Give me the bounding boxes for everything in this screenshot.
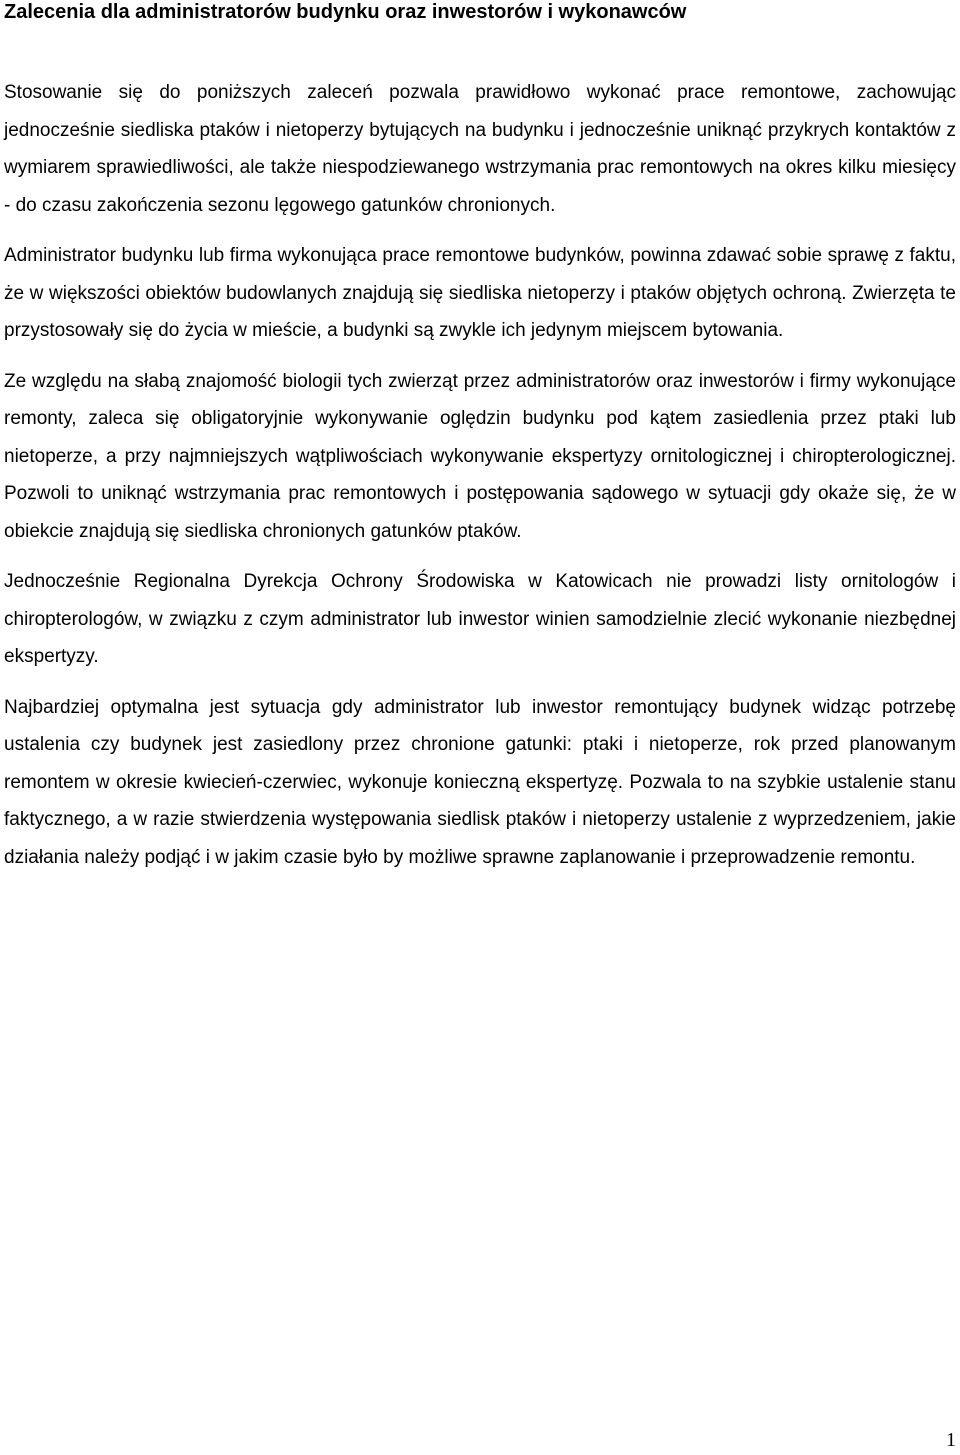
- document-title: Zalecenia dla administratorów budynku oraz inwestorów i wykonawców: [4, 1, 687, 23]
- paragraph-3: Ze względu na słabą znajomość biologii tych zwierząt przez administratorów oraz inwestorów i firmy wykonujące remonty, zaleca się obligatoryjnie wykonywanie oględzin budynku pod kątem zasiedlenia przez ptaki lub nietoperze, a przy najmniejszych wątpliwościach wykonywanie ekspertyzy ornitologicznej i chiropterologicznej. Pozwoli to uniknąć wstrzymania prac remontowych i postępowania sądowego w sytuacji gdy okaże się, że w obiekcie znajdują się siedliska chronionych gatunków ptaków.: [4, 370, 956, 542]
- paragraph-2: Administrator budynku lub firma wykonująca prace remontowe budynków, powinna zdawać sobie sprawę z faktu, że w większości obiektów budowlanych znajdują się siedliska nietoperzy i ptaków objętych ochroną. Zwierzęta te przystosowały się do życia w mieście, a budynki są zwykle ich jedynym miejscem bytowania.: [4, 245, 956, 341]
- document-page: [4, 0, 956, 876]
- paragraph-5: Najbardziej optymalna jest sytuacja gdy administrator lub inwestor remontujący budynek widząc potrzebę ustalenia czy budynek jest zasiedlony przez chronione gatunki: ptaki i nietoperze, rok przed planowanym remontem w okresie kwiecień-czerwiec, wykonuje konieczną ekspertyzę. Pozwala to na szybkie ustalenie stanu faktycznego, a w razie stwierdzenia występowania siedlisk ptaków i nietoperzy ustalenie z wyprzedzeniem, jakie działania należy podjąć i w jakim czasie było by możliwe sprawne zaplanowanie i przeprowadzenie remontu.: [4, 696, 956, 868]
- page-number: 1: [946, 1429, 956, 1451]
- paragraph-4: Jednocześnie Regionalna Dyrekcja Ochrony Środowiska w Katowicach nie prowadzi listy ornitologów i chiropterologów, w związku z czym administrator lub inwestor winien samodzielnie zlecić wykonanie niezbędnej ekspertyzy.: [4, 571, 956, 667]
- paragraph-1: Stosowanie się do poniższych zaleceń pozwala prawidłowo wykonać prace remontowe, zachowując jednocześnie siedliska ptaków i nietoperzy bytujących na budynku i jednocześnie uniknąć przykrych kontaktów z wymiarem sprawiedliwości, ale także niespodziewanego wstrzymania prac remontowych na okres kilku miesięcy - do czasu zakończenia sezonu lęgowego gatunków chronionych.: [4, 82, 956, 216]
